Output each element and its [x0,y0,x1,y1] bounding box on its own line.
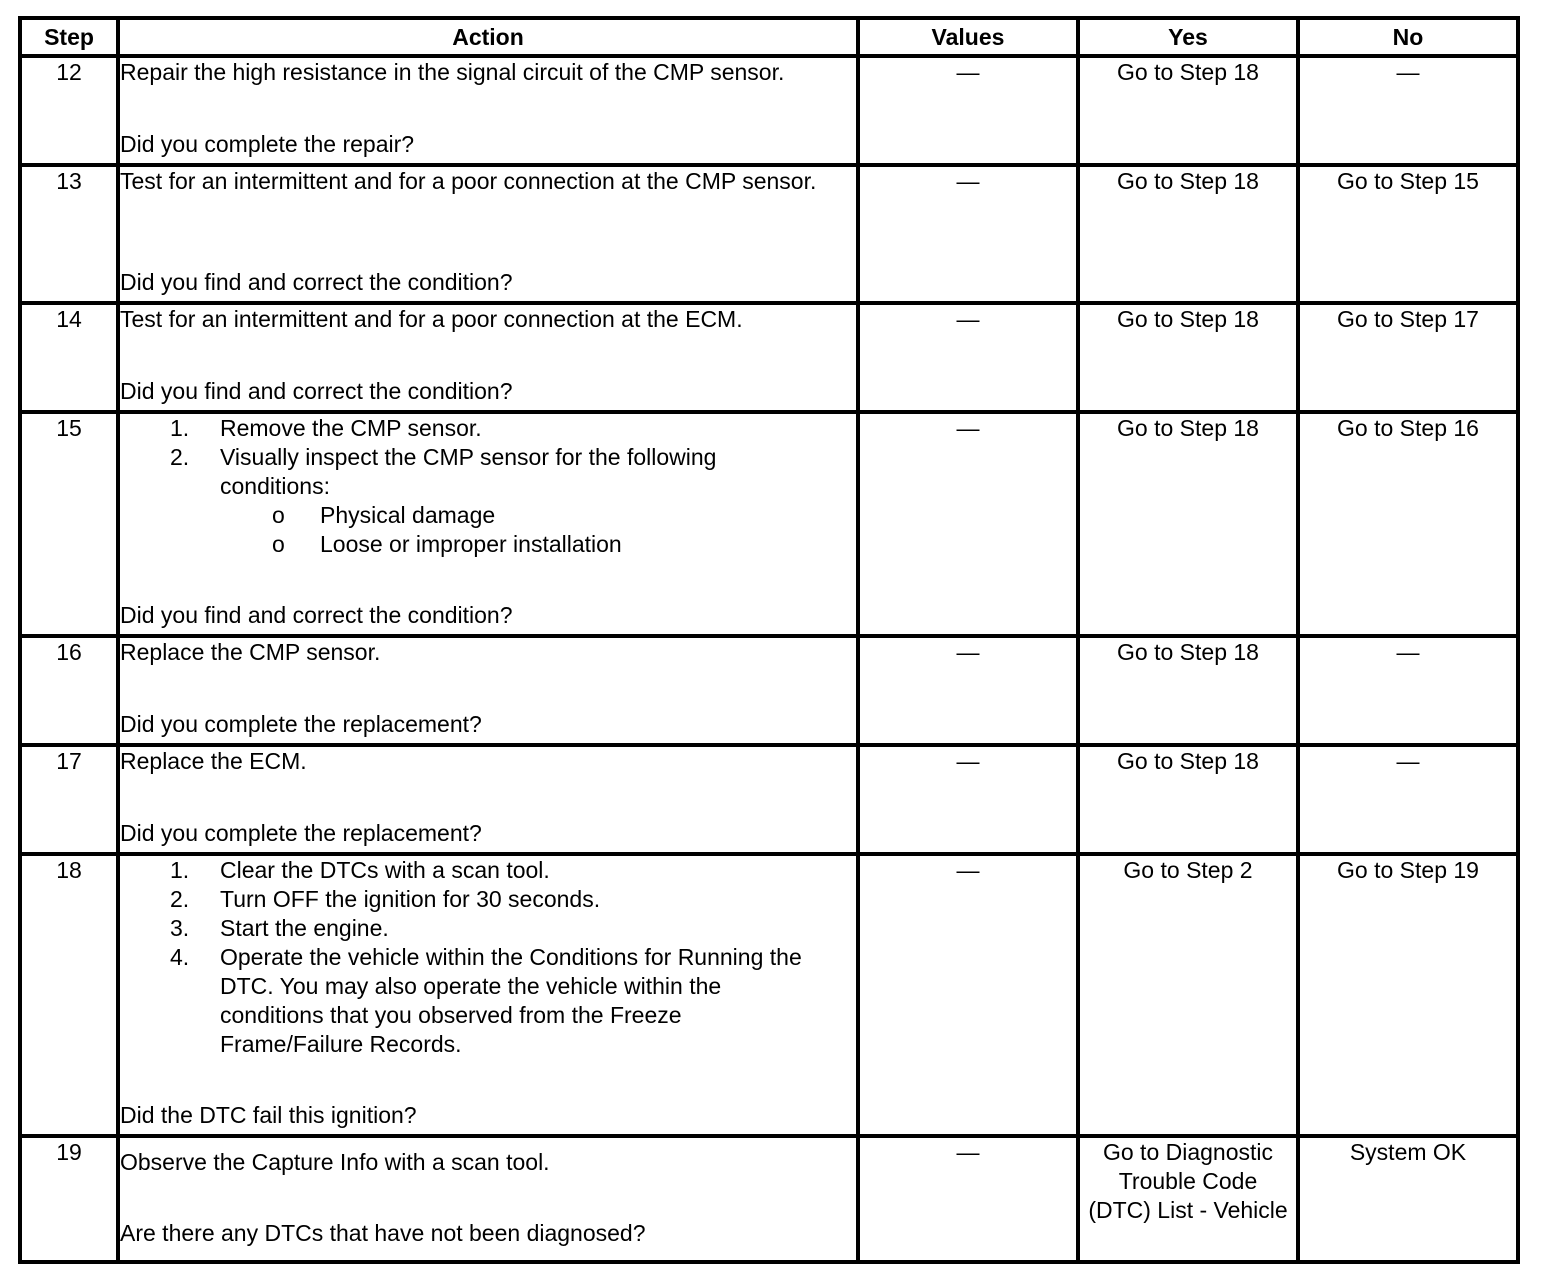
action-question: Are there any DTCs that have not been diagnosed? [120,1220,646,1246]
action-text: Replace the CMP sensor. [120,639,381,665]
list-text: Clear the DTCs with a scan tool. [220,857,550,883]
action-cell [118,636,858,745]
action-text: Repair the high resistance in the signal circuit of the CMP sensor. [120,59,785,85]
action-cell [118,56,858,165]
values-cell: — [858,412,1078,636]
list-text: Loose or improper installation [320,531,622,557]
values-cell: — [858,636,1078,745]
action-question: Did the DTC fail this ignition? [120,1102,417,1128]
list-item [120,443,780,559]
values-cell: — [858,1136,1078,1262]
action-cell [118,303,858,412]
action-cell [118,1136,858,1262]
no-cell: Go to Step 16 [1298,412,1518,636]
header-row [20,18,1518,56]
yes-cell: Go to Step 18 [1078,303,1298,412]
header-values: Values [858,18,1078,56]
values-cell: — [858,165,1078,303]
step-number: 14 [20,303,118,412]
list-text: Visually inspect the CMP sensor for the following conditions: [220,444,717,499]
no-cell: — [1298,745,1518,854]
action-question: Did you find and correct the condition? [120,602,513,628]
no-cell: Go to Step 15 [1298,165,1518,303]
list-item [120,856,820,885]
action-question: Did you find and correct the condition? [120,378,513,404]
list-item [220,501,780,530]
step-number: 19 [20,1136,118,1262]
table-row [20,854,1518,1136]
list-item [120,885,820,914]
table-row [20,1136,1518,1262]
yes-cell: Go to Step 18 [1078,745,1298,854]
list-text: Turn OFF the ignition for 30 seconds. [220,886,601,912]
list-item [120,914,820,943]
action-cell [118,412,858,636]
list-item [220,530,780,559]
step-number: 13 [20,165,118,303]
list-number: 2. [170,444,190,470]
yes-cell: Go to Step 18 [1078,636,1298,745]
values-cell: — [858,303,1078,412]
header-action: Action [118,18,858,56]
yes-cell: Go to Step 2 [1078,854,1298,1136]
header-no: No [1298,18,1518,56]
procedure-list [120,856,820,1059]
diagnostic-table [18,16,1520,1264]
list-number: 2. [170,886,190,912]
list-text: Start the engine. [220,915,389,941]
action-text: Test for an intermittent and for a poor connection at the ECM. [120,306,743,332]
values-cell: — [858,854,1078,1136]
list-number: 1. [170,857,190,883]
values-cell: — [858,56,1078,165]
bullet-icon: o [272,502,285,528]
list-item [120,414,856,443]
step-number: 16 [20,636,118,745]
table-row [20,165,1518,303]
table-row [20,745,1518,854]
header-step: Step [20,18,118,56]
action-cell [118,165,858,303]
list-number: 1. [170,415,190,441]
list-text: Operate the vehicle within the Conditions for Running the DTC. You may also operate the vehicle within the conditions that you observed from the Freeze Frame/Failure Records. [220,944,802,1057]
table-row [20,303,1518,412]
yes-cell: Go to Step 18 [1078,56,1298,165]
step-number: 18 [20,854,118,1136]
action-text: Replace the ECM. [120,748,307,774]
condition-list [220,501,780,559]
procedure-list [120,414,856,559]
action-cell [118,854,858,1136]
no-cell: — [1298,56,1518,165]
action-cell [118,745,858,854]
bullet-icon: o [272,531,285,557]
list-item [120,943,820,1059]
action-text: Test for an intermittent and for a poor connection at the CMP sensor. [120,168,817,194]
action-question: Did you complete the replacement? [120,711,482,737]
step-number: 17 [20,745,118,854]
table-row [20,636,1518,745]
action-question: Did you complete the replacement? [120,820,482,846]
no-cell: Go to Step 17 [1298,303,1518,412]
step-number: 12 [20,56,118,165]
list-text: Physical damage [320,502,496,528]
yes-cell: Go to Diagnostic Trouble Code (DTC) List - Vehicle [1078,1136,1298,1262]
table-row [20,412,1518,636]
yes-cell: Go to Step 18 [1078,165,1298,303]
list-number: 4. [170,944,190,970]
no-cell: — [1298,636,1518,745]
action-question: Did you find and correct the condition? [120,269,513,295]
values-cell: — [858,745,1078,854]
header-yes: Yes [1078,18,1298,56]
list-text: Remove the CMP sensor. [220,415,482,441]
no-cell: Go to Step 19 [1298,854,1518,1136]
no-cell: System OK [1298,1136,1518,1262]
action-question: Did you complete the repair? [120,131,415,157]
yes-cell: Go to Step 18 [1078,412,1298,636]
action-text: Observe the Capture Info with a scan tool. [120,1149,550,1175]
step-number: 15 [20,412,118,636]
list-number: 3. [170,915,190,941]
table-row [20,56,1518,165]
